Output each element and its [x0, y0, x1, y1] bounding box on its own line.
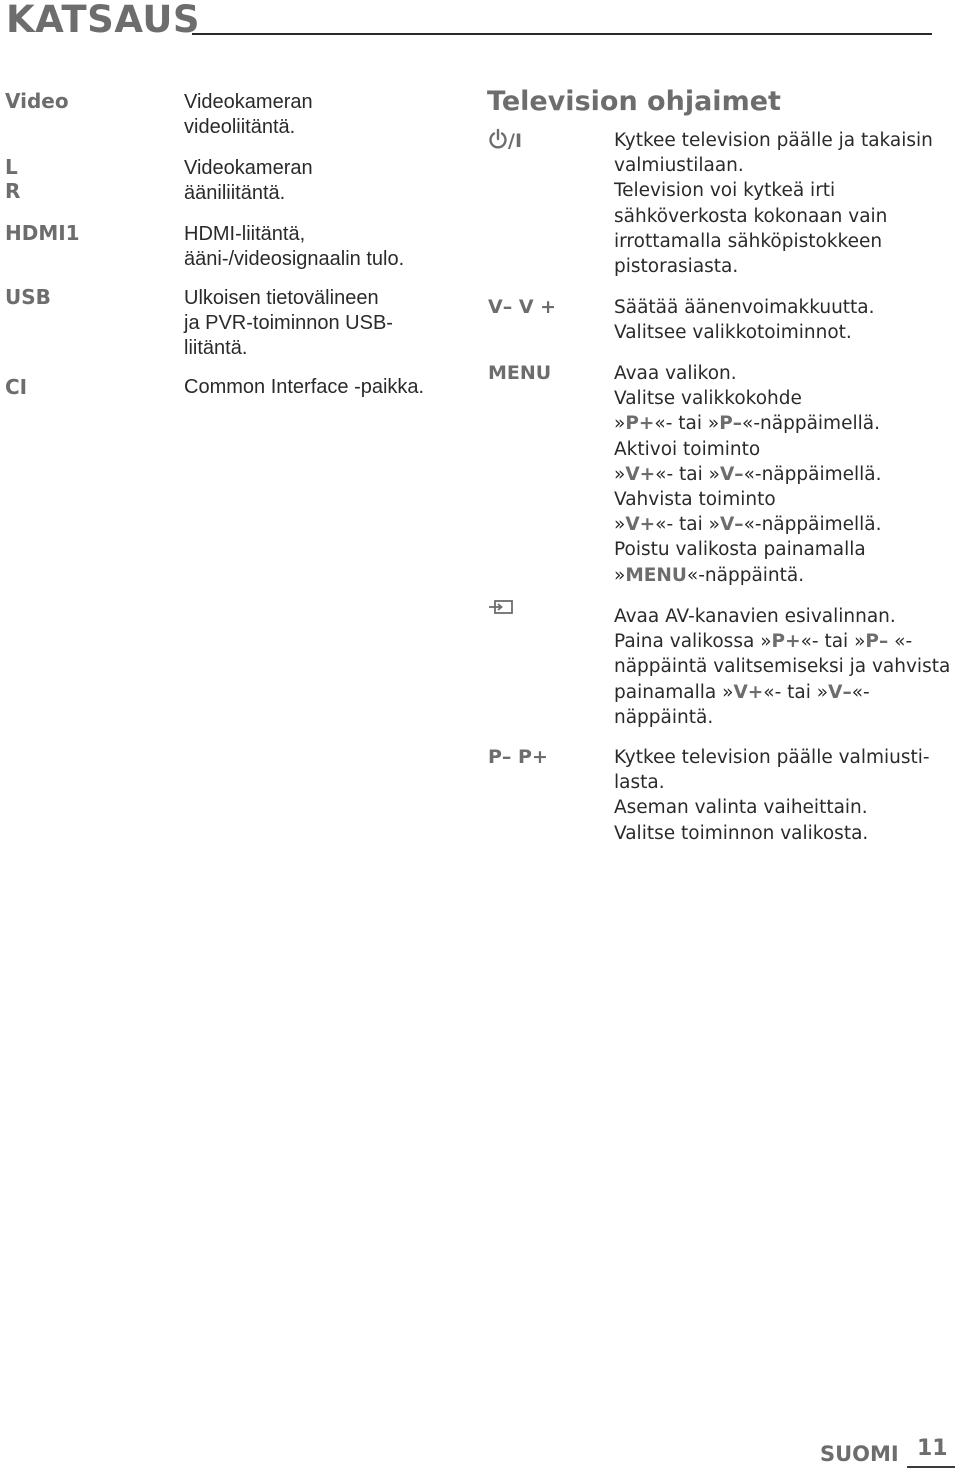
or-text: - tai [774, 681, 817, 703]
quote-open: » [722, 681, 734, 703]
menu-description [614, 361, 954, 588]
quote-close: « [686, 564, 699, 586]
av-input-icon [488, 598, 514, 621]
volume-desc-line2: Valitsee valikkotoiminnot. [614, 322, 852, 344]
volume-key-label: V– V + [488, 296, 557, 318]
menu-desc-line7 [614, 512, 954, 537]
quote-open: » [614, 413, 626, 435]
with-key-text: -näppäimellä. [754, 514, 882, 536]
connection-label-video: Video [5, 89, 69, 113]
or-text: - tai [666, 514, 709, 536]
power-key-text: /I [508, 130, 523, 152]
power-key-label [488, 128, 522, 155]
menu-desc-line4: Aktivoi toiminto [614, 438, 761, 460]
av-key-label [488, 598, 514, 621]
v-plus-key: V+ [733, 681, 764, 703]
or-text: - tai [811, 631, 855, 653]
power-desc-line1: Kytkee television päälle ja takaisin valmiustilaan. [614, 130, 933, 177]
av-desc-line1: Avaa AV-kanavien esivalinnan. [614, 606, 896, 627]
connection-label-hdmi1: HDMI1 [5, 221, 80, 245]
menu-key: MENU [625, 564, 687, 586]
menu-desc-line8: Poistu valikosta painamalla [614, 539, 866, 561]
program-desc-line2: Aseman valinta vaiheittain. [614, 797, 868, 819]
footer-language: SUOMI [820, 1442, 899, 1466]
connection-desc-video: Videokameran videoliitäntä. [184, 91, 313, 138]
menu-desc-line2: Valitse valikkokohde [614, 388, 802, 410]
quote-close: « [743, 514, 755, 536]
quote-open: » [708, 463, 720, 485]
menu-desc-line1: Avaa valikon. [614, 363, 737, 384]
volume-desc-line1: Säätää äänenvoimakkuutta. [614, 297, 875, 318]
quote-open: » [816, 681, 829, 703]
with-key-text: -näppäimellä. [753, 413, 880, 435]
program-desc-line3: Valitse toiminnon valikosta. [614, 822, 869, 844]
av-desc-line2 [614, 629, 954, 730]
v-minus-key: V– [828, 681, 852, 703]
quote-open: » [708, 514, 720, 536]
page-number-rule [907, 1466, 955, 1468]
quote-close: « [800, 631, 812, 653]
connection-label-usb: USB [5, 285, 51, 309]
page-title: KATSAUS [6, 0, 201, 41]
quote-open: » [614, 564, 626, 586]
quote-open: » [854, 631, 866, 653]
or-text: - tai [665, 413, 708, 435]
program-description [614, 745, 954, 846]
connection-desc-usb: Ulkoisen tietovälineen ja PVR-toiminnon USB- liitäntä. [184, 287, 393, 359]
menu-desc-line9 [614, 563, 954, 588]
v-plus-key: V+ [625, 463, 656, 485]
quote-open: » [760, 631, 772, 653]
v-minus-key: V– [719, 514, 744, 536]
quote-close: « [655, 514, 667, 536]
menu-desc-line3 [614, 411, 954, 436]
av-press-text: Paina valikossa [614, 631, 761, 653]
connection-label-lr: L R [5, 155, 21, 203]
connection-desc-hdmi1: HDMI-liitäntä, ääni-/videosignaalin tulo. [184, 223, 405, 270]
or-text: - tai [666, 463, 709, 485]
v-plus-key: V+ [625, 514, 656, 536]
connection-label-ci: CI [5, 375, 28, 399]
program-desc-line1: Kytkee television päälle valmiusti-lasta. [614, 747, 930, 794]
connection-desc-ci: Common Interface -paikka. [184, 376, 425, 398]
menu-desc-line6: Vahvista toiminto [614, 489, 776, 511]
section-heading: Television ohjaimet [487, 86, 781, 117]
with-key-text: -näppäimellä. [754, 463, 882, 485]
p-plus-key: P+ [771, 631, 801, 653]
quote-close: « [894, 631, 906, 653]
quote-close: « [763, 681, 775, 703]
title-rule [192, 33, 932, 35]
quote-close: « [743, 463, 755, 485]
connection-desc-lr: Videokameran ääniliitäntä. [184, 157, 313, 204]
av-description [614, 604, 954, 730]
p-minus-key: P– [865, 631, 889, 653]
av-select-text: -näppäintä valitsemiseksi ja vahvista painamalla [614, 631, 951, 703]
program-key-label: P– P+ [488, 746, 548, 768]
menu-desc-line5 [614, 462, 954, 487]
quote-open: » [614, 514, 626, 536]
v-minus-key: V– [719, 463, 744, 485]
power-icon [488, 128, 508, 155]
key-text: -näppäintä. [614, 681, 870, 728]
quote-open: » [707, 413, 720, 435]
page-number: 11 [917, 1436, 948, 1461]
key-text: -näppäintä. [698, 564, 805, 586]
volume-description [614, 295, 954, 345]
power-description [614, 128, 954, 279]
quote-close: « [742, 413, 754, 435]
p-plus-key: P+ [625, 413, 655, 435]
quote-close: « [654, 413, 666, 435]
quote-close: « [851, 681, 864, 703]
quote-open: » [614, 463, 626, 485]
quote-close: « [655, 463, 667, 485]
menu-key-label: MENU [488, 362, 552, 384]
power-desc-line2: Television voi kytkeä irti sähköverkosta kokonaan vain irrottamalla sähköpistokkeen pistorasiasta. [614, 180, 888, 278]
p-minus-key: P– [719, 413, 743, 435]
